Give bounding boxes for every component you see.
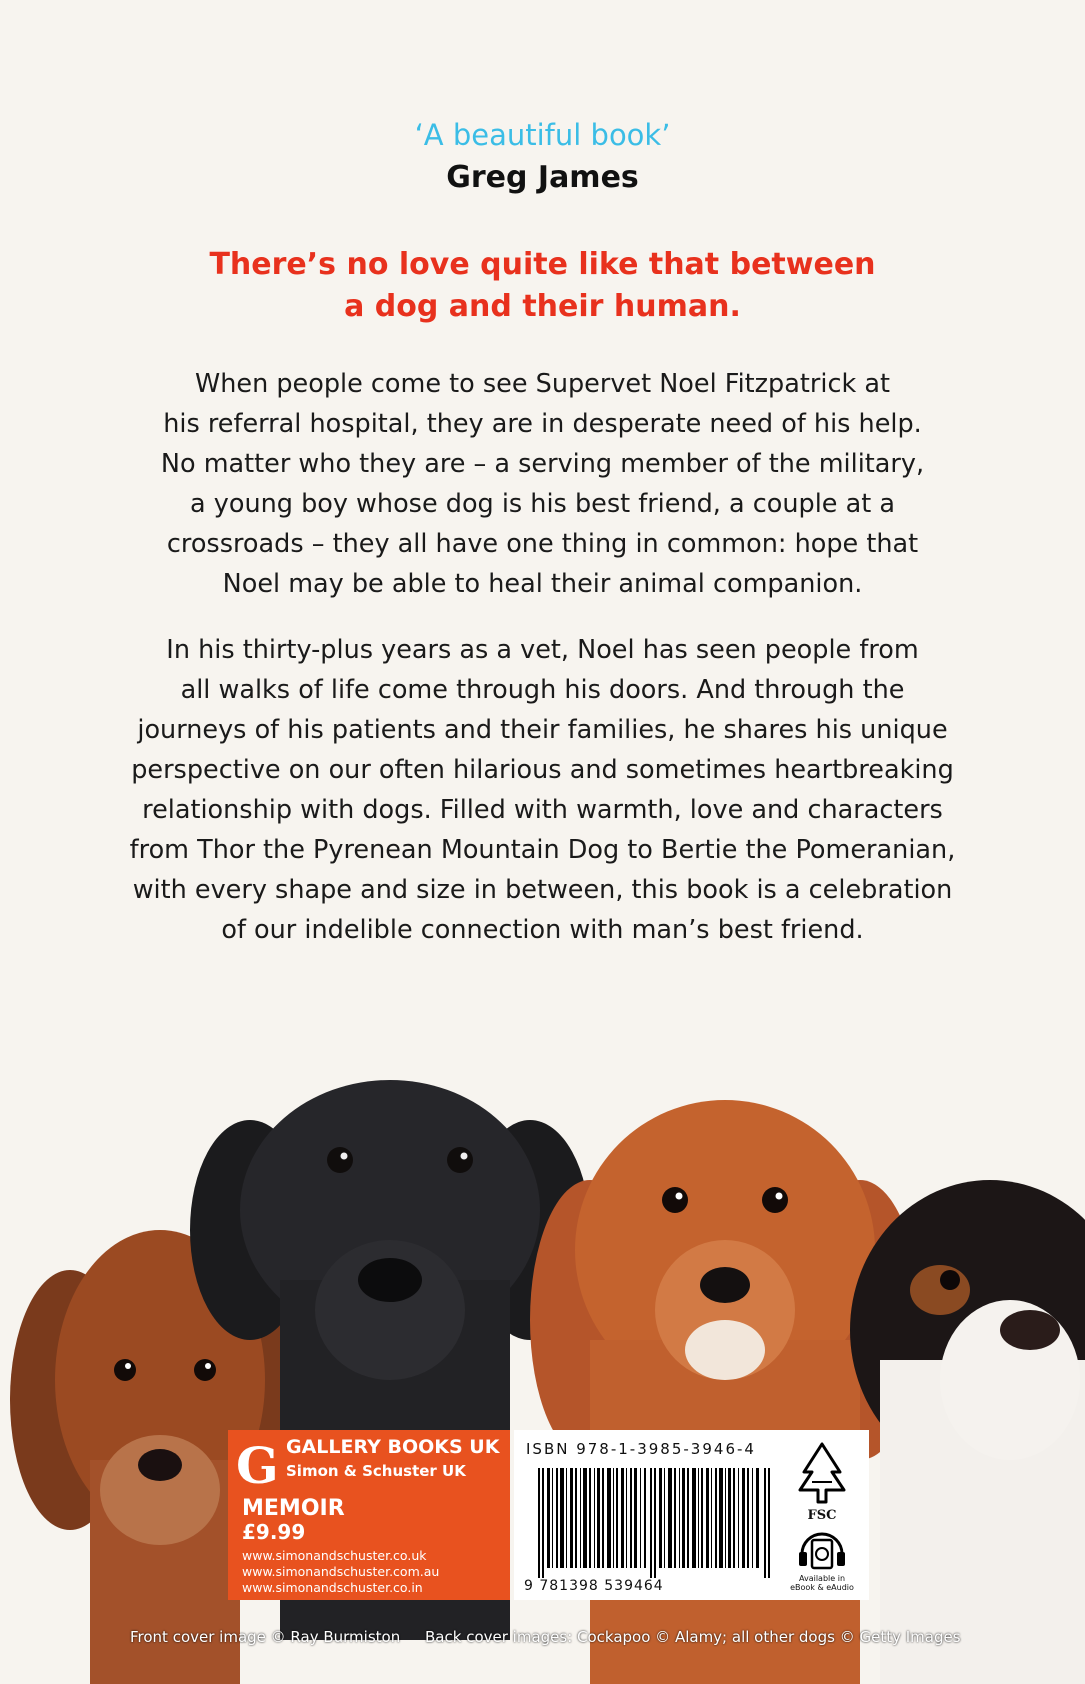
review-quote: ‘A beautiful book’ — [414, 118, 671, 152]
url-link: www.simonandschuster.co.in — [242, 1580, 423, 1595]
blurb-line: journeys of his patients and their families, he shares his unique — [137, 715, 948, 745]
front-cover-credit: Front cover image © Ray Burmiston — [130, 1628, 401, 1646]
genre-label: MEMOIR — [242, 1496, 345, 1521]
blurb-line: a young boy whose dog is his best friend, a couple at a — [190, 489, 895, 519]
gallery-logo: G — [236, 1436, 279, 1495]
blurb-line: Noel may be able to heal their animal companion. — [222, 569, 863, 599]
blurb-paragraph-1 — [40, 364, 1045, 604]
blurb-line: relationship with dogs. Filled with warmth, love and characters — [142, 795, 943, 825]
blurb-line: with every shape and size in between, this book is a celebration — [132, 875, 953, 905]
blurb-paragraph-2 — [40, 630, 1045, 950]
ebook-text-line: Available in — [798, 1574, 846, 1583]
blurb-line: from Thor the Pyrenean Mountain Dog to Bertie the Pomeranian, — [129, 835, 956, 865]
tagline-line: There’s no love quite like that between — [209, 247, 876, 282]
publisher-imprint: Simon & Schuster UK — [286, 1462, 466, 1480]
blurb-line: his referral hospital, they are in desperate need of his help. — [163, 409, 922, 439]
ebook-availability — [776, 1574, 868, 1592]
cavalier-illustration — [850, 1180, 1085, 1684]
isbn-label: ISBN 978-1-3985-3946-4 — [526, 1440, 756, 1458]
publisher-box — [228, 1430, 510, 1600]
fsc-label: FSC — [807, 1508, 837, 1523]
barcode-icon — [538, 1468, 770, 1578]
ebook-text-line: eBook & eAudio — [790, 1583, 854, 1592]
fsc-tree-icon — [784, 1438, 860, 1508]
blurb-line: perspective on our often hilarious and sometimes heartbreaking — [131, 755, 954, 785]
tagline — [100, 244, 985, 328]
blurb-line: crossroads – they all have one thing in common: hope that — [166, 529, 919, 559]
ebook-headphones-icon — [796, 1526, 848, 1572]
barcode-box — [514, 1430, 869, 1600]
price-label: £9.99 — [242, 1520, 306, 1544]
publisher-name: GALLERY BOOKS UK — [286, 1436, 500, 1458]
publisher-urls — [242, 1548, 439, 1596]
back-cover-credit: Back cover images: Cockapoo © Alamy; all other dogs © Getty Images — [425, 1628, 961, 1646]
review-author: Greg James — [446, 160, 639, 195]
barcode-digits: 9 781398 539464 — [524, 1578, 664, 1594]
blurb-line: In his thirty-plus years as a vet, Noel has seen people from — [166, 635, 919, 665]
blurb-line: No matter who they are – a serving member of the military, — [160, 449, 925, 479]
blurb-line: When people come to see Supervet Noel Fitzpatrick at — [195, 369, 890, 399]
url-link: www.simonandschuster.com.au — [242, 1564, 440, 1579]
tagline-line: a dog and their human. — [344, 289, 741, 324]
image-credits — [130, 1628, 990, 1646]
url-link: www.simonandschuster.co.uk — [242, 1548, 427, 1563]
blurb-line: all walks of life come through his doors. And through the — [180, 675, 905, 705]
blurb-line: of our indelible connection with man’s best friend. — [221, 915, 864, 945]
